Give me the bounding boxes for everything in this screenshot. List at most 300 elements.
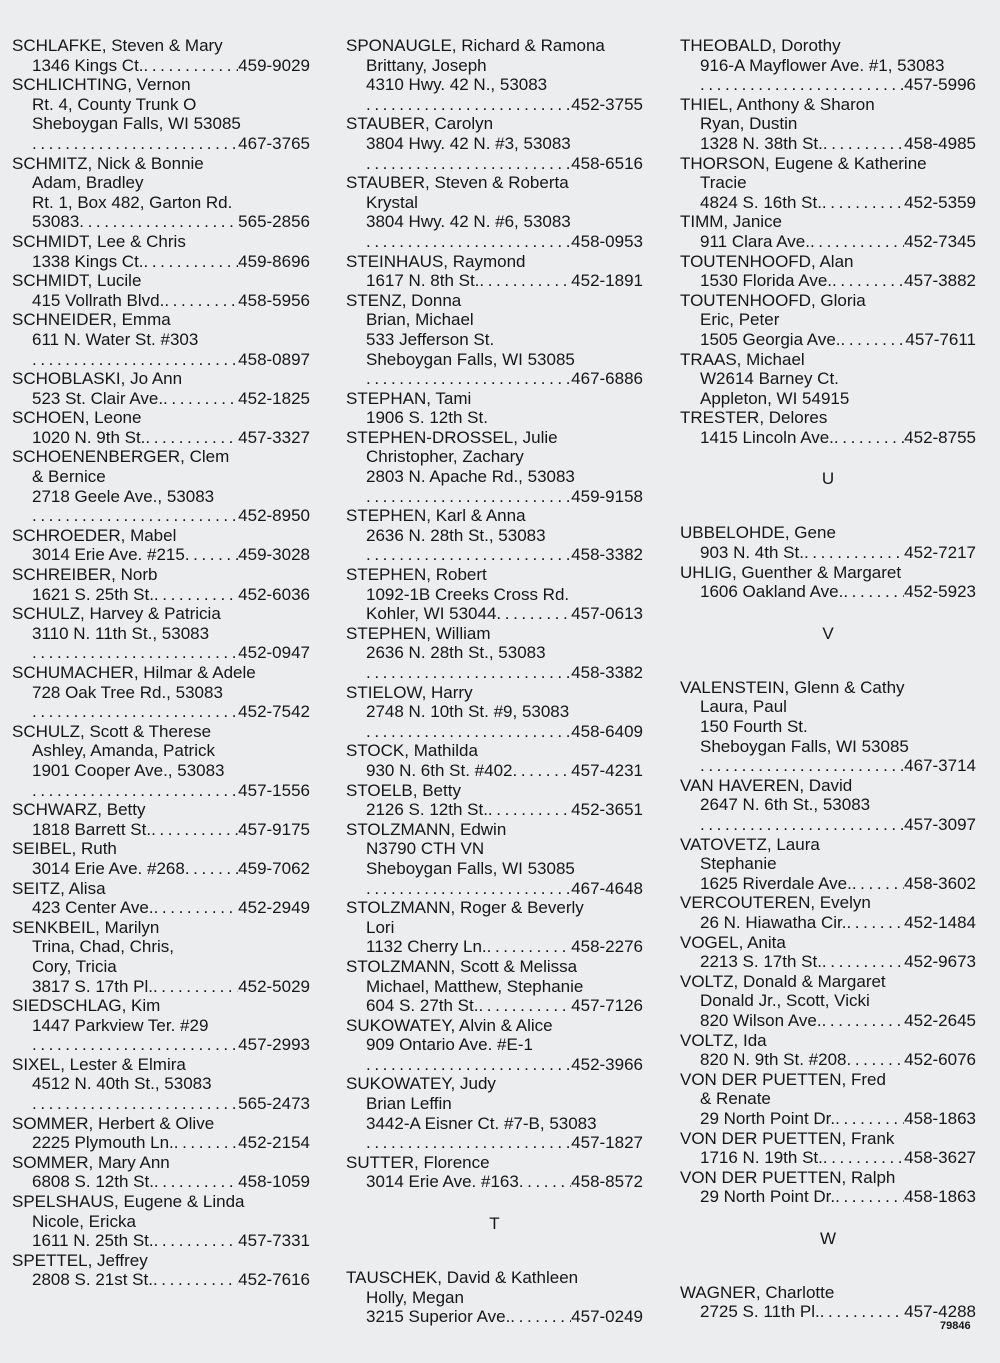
directory-entry bbox=[12, 879, 310, 918]
entry-name: TRESTER, Delores bbox=[680, 408, 828, 428]
directory-entry bbox=[680, 523, 976, 562]
entry-name: SPELSHAUS, Eugene & Linda bbox=[12, 1192, 245, 1212]
directory-entry bbox=[12, 154, 310, 232]
entry-phone-line bbox=[12, 252, 310, 272]
dot-leader bbox=[513, 761, 572, 781]
entry-phone: 459-7062 bbox=[238, 858, 310, 878]
dot-leader bbox=[366, 879, 571, 899]
entry-name: VOLTZ, Donald & Margaret bbox=[680, 971, 886, 991]
entry-name: SUKOWATEY, Judy bbox=[346, 1074, 496, 1094]
entry-name: STEPHEN, William bbox=[346, 623, 491, 643]
directory-entry bbox=[680, 678, 976, 776]
entry-address-line: 29 North Point Dr. bbox=[700, 1108, 836, 1128]
entry-phone-line bbox=[346, 722, 643, 742]
entry-phone: 457-3327 bbox=[238, 427, 310, 447]
directory-entry bbox=[680, 563, 976, 602]
entry-phone-line bbox=[680, 582, 976, 602]
dot-leader bbox=[366, 1133, 571, 1153]
entry-phone: 452-9673 bbox=[904, 952, 976, 972]
entry-phone: 458-3382 bbox=[571, 545, 643, 565]
entry-name: VOGEL, Anita bbox=[680, 932, 786, 952]
entry-phone: 458-6409 bbox=[571, 721, 643, 741]
entry-phone: 457-5996 bbox=[904, 75, 976, 95]
entry-phone-line bbox=[680, 913, 976, 933]
directory-entry bbox=[680, 776, 976, 835]
dot-leader bbox=[153, 977, 238, 997]
entry-phone: 457-2993 bbox=[238, 1035, 310, 1055]
dot-leader bbox=[32, 702, 238, 722]
entry-phone-line bbox=[12, 702, 310, 722]
directory-entry bbox=[346, 898, 643, 957]
entry-address-line: Eric, Peter bbox=[700, 310, 780, 330]
entry-name: VATOVETZ, Laura bbox=[680, 834, 820, 854]
entry-phone-line bbox=[680, 232, 976, 252]
dot-leader bbox=[163, 389, 238, 409]
entry-phone-line bbox=[346, 1172, 643, 1192]
entry-address-line: 1611 N. 25th St. bbox=[32, 1231, 154, 1251]
entry-phone-line bbox=[12, 898, 310, 918]
entry-name: SOMMER, Mary Ann bbox=[12, 1152, 170, 1172]
directory-entry bbox=[12, 996, 310, 1055]
entry-phone: 452-1825 bbox=[238, 388, 310, 408]
dot-leader bbox=[479, 271, 571, 291]
directory-entry bbox=[346, 957, 643, 1016]
entry-address-line: 4310 Hwy. 42 N., 53083 bbox=[366, 75, 548, 95]
entry-name: VON DER PUETTEN, Ralph bbox=[680, 1167, 896, 1187]
directory-entry bbox=[12, 722, 310, 800]
entry-phone: 458-8572 bbox=[571, 1172, 643, 1192]
entry-name: TOUTENHOOFD, Gloria bbox=[680, 290, 866, 310]
entry-address-line: 930 N. 6th St. #402 bbox=[366, 760, 513, 780]
dot-leader bbox=[366, 154, 571, 174]
dot-leader bbox=[154, 585, 238, 605]
entry-phone-line bbox=[346, 232, 643, 252]
entry-address-line: 1092-1B Creeks Cross Rd. bbox=[366, 584, 570, 604]
directory-entry bbox=[346, 428, 643, 506]
entry-phone: 457-7611 bbox=[905, 329, 976, 349]
entry-phone-line bbox=[680, 1148, 976, 1168]
entry-name: SCHLICHTING, Vernon bbox=[12, 75, 191, 95]
entry-name: TAUSCHEK, David & Kathleen bbox=[346, 1268, 579, 1288]
entry-address-line: 820 Wilson Ave. bbox=[700, 1010, 822, 1030]
entry-phone-line bbox=[12, 585, 310, 605]
section-letter-header bbox=[346, 1192, 643, 1268]
entry-phone: 452-1484 bbox=[904, 912, 976, 932]
dot-leader bbox=[841, 330, 906, 350]
entry-phone-line bbox=[346, 663, 643, 683]
directory-entry bbox=[680, 1168, 976, 1207]
entry-address-line: Trina, Chad, Chris, bbox=[32, 937, 175, 957]
entry-name: THEOBALD, Dorothy bbox=[680, 36, 841, 55]
directory-entry bbox=[680, 350, 976, 409]
entry-address-line: 728 Oak Tree Rd., 53083 bbox=[32, 682, 223, 702]
entry-phone-line bbox=[680, 1302, 976, 1322]
directory-column-2 bbox=[346, 36, 643, 1327]
entry-phone-line bbox=[346, 545, 643, 565]
entry-address-line: Laura, Paul bbox=[700, 697, 787, 717]
entry-address-line: 1716 N. 19th St. bbox=[700, 1148, 823, 1168]
entry-phone-line bbox=[680, 428, 976, 448]
directory-entry bbox=[346, 624, 643, 683]
entry-address-line: 1505 Georgia Ave. bbox=[700, 329, 841, 349]
directory-entry bbox=[680, 1283, 976, 1322]
directory-entry bbox=[680, 408, 976, 447]
entry-phone-line bbox=[680, 134, 976, 154]
entry-phone: 458-0897 bbox=[238, 349, 310, 369]
entry-phone: 458-3627 bbox=[904, 1148, 976, 1168]
directory-entry bbox=[346, 1016, 643, 1075]
entry-address-line: 2808 S. 21st St. bbox=[32, 1270, 153, 1290]
dot-leader bbox=[366, 232, 571, 252]
entry-phone-line bbox=[12, 56, 310, 76]
dot-leader bbox=[835, 1187, 904, 1207]
entry-phone-line bbox=[680, 815, 976, 835]
entry-address-line: 2225 Plymouth Ln. bbox=[32, 1133, 174, 1153]
entry-phone-line bbox=[346, 1133, 643, 1153]
entry-phone: 452-5029 bbox=[238, 976, 310, 996]
entry-phone: 458-1863 bbox=[904, 1187, 976, 1207]
entry-phone-line bbox=[680, 271, 976, 291]
entry-phone-line bbox=[680, 1187, 976, 1207]
dot-leader bbox=[496, 604, 571, 624]
dot-leader bbox=[32, 506, 238, 526]
entry-address-line: 1530 Florida Ave. bbox=[700, 271, 832, 291]
dot-leader bbox=[151, 820, 238, 840]
dot-leader bbox=[846, 913, 904, 933]
dot-leader bbox=[852, 874, 904, 894]
dot-leader bbox=[823, 134, 904, 154]
directory-entry bbox=[12, 1251, 310, 1290]
entry-address-line: Ashley, Amanda, Patrick bbox=[32, 741, 215, 761]
entry-name: STEPHEN, Robert bbox=[346, 565, 487, 585]
section-letter: V bbox=[822, 623, 834, 643]
directory-entry bbox=[12, 1114, 310, 1153]
dot-leader bbox=[153, 1270, 238, 1290]
directory-entry bbox=[680, 252, 976, 291]
entry-phone: 452-7616 bbox=[238, 1270, 310, 1290]
entry-address-line: Rt. 1, Box 482, Garton Rd. bbox=[32, 192, 233, 212]
entry-phone: 457-1556 bbox=[238, 780, 310, 800]
directory-entry bbox=[346, 1074, 643, 1152]
entry-phone-line bbox=[12, 428, 310, 448]
directory-entry bbox=[346, 820, 643, 898]
entry-address-line: 1415 Lincoln Ave. bbox=[700, 427, 834, 447]
entry-phone: 457-7331 bbox=[238, 1231, 310, 1251]
dot-leader bbox=[154, 898, 239, 918]
entry-phone-line bbox=[680, 543, 976, 563]
dot-leader bbox=[519, 1172, 571, 1192]
entry-name: SCHROEDER, Mabel bbox=[12, 525, 177, 545]
entry-name: STOLZMANN, Roger & Beverly bbox=[346, 898, 584, 918]
entry-address-line: 2718 Geele Ave., 53083 bbox=[32, 486, 215, 506]
entry-address-line: 903 N. 4th St. bbox=[700, 543, 804, 563]
entry-address-line: 916-A Mayflower Ave. #1, 53083 bbox=[700, 55, 945, 75]
entry-phone-line bbox=[346, 1055, 643, 1075]
dot-leader bbox=[32, 350, 238, 370]
directory-entry bbox=[680, 1070, 976, 1129]
entry-name: SCHMIDT, Lee & Chris bbox=[12, 231, 186, 251]
entry-address-line: 533 Jefferson St. bbox=[366, 329, 495, 349]
directory-entry bbox=[346, 1268, 643, 1327]
entry-address-line: 2126 S. 12th St. bbox=[366, 800, 488, 820]
section-letter: W bbox=[819, 1228, 837, 1248]
entry-phone-line bbox=[12, 545, 310, 565]
dot-leader bbox=[32, 1094, 238, 1114]
entry-address-line: 26 N. Hiawatha Cir. bbox=[700, 912, 847, 932]
entry-name: WAGNER, Charlotte bbox=[680, 1282, 835, 1302]
entry-phone-line bbox=[12, 1270, 310, 1290]
entry-phone-line bbox=[12, 859, 310, 879]
page-number: 79846 bbox=[940, 1320, 971, 1332]
entry-phone: 467-3765 bbox=[238, 133, 310, 153]
entry-address-line: 1901 Cooper Ave., 53083 bbox=[32, 760, 225, 780]
entry-address-line: & Bernice bbox=[32, 467, 106, 487]
entry-address-line: & Renate bbox=[700, 1089, 771, 1109]
entry-name: VOLTZ, Ida bbox=[680, 1030, 767, 1050]
directory-entry bbox=[12, 369, 310, 408]
entry-phone: 457-0613 bbox=[571, 604, 643, 624]
entry-address-line: 2725 S. 11th Pl. bbox=[700, 1302, 820, 1322]
directory-entry bbox=[680, 36, 976, 95]
directory-entry bbox=[680, 212, 976, 251]
directory-entry bbox=[12, 310, 310, 369]
entry-name: SENKBEIL, Marilyn bbox=[12, 917, 160, 937]
entry-phone-line bbox=[12, 1172, 310, 1192]
section-letter-header bbox=[680, 1207, 976, 1283]
entry-name: STEPHAN, Tami bbox=[346, 388, 472, 408]
entry-address-line: 523 St. Clair Ave. bbox=[32, 388, 164, 408]
entry-phone: 452-2154 bbox=[238, 1133, 310, 1153]
directory-entry bbox=[12, 271, 310, 310]
directory-entry bbox=[346, 781, 643, 820]
dot-leader bbox=[700, 75, 904, 95]
entry-name: UBBELOHDE, Gene bbox=[680, 523, 836, 543]
entry-phone-line bbox=[346, 487, 643, 507]
entry-name: SCHMITZ, Nick & Bonnie bbox=[12, 153, 204, 173]
entry-address-line: Sheboygan Falls, WI 53085 bbox=[366, 349, 575, 369]
entry-address-line: Brian, Michael bbox=[366, 310, 474, 330]
directory-entry bbox=[12, 232, 310, 271]
entry-phone-line bbox=[680, 1050, 976, 1070]
dot-leader bbox=[366, 1055, 571, 1075]
entry-address-line: Donald Jr., Scott, Vicki bbox=[700, 991, 870, 1011]
directory-entry bbox=[346, 173, 643, 251]
directory-column-1 bbox=[12, 36, 310, 1290]
entry-name: VON DER PUETTEN, Frank bbox=[680, 1128, 895, 1148]
entry-name: SUTTER, Florence bbox=[346, 1152, 490, 1172]
directory-column-3 bbox=[680, 36, 976, 1322]
dot-leader bbox=[144, 56, 239, 76]
entry-address-line: 4824 S. 16th St. bbox=[700, 192, 822, 212]
entry-phone: 452-2645 bbox=[904, 1010, 976, 1030]
entry-address-line: 1328 N. 38th St. bbox=[700, 133, 823, 153]
directory-entry bbox=[346, 506, 643, 565]
entry-phone-line bbox=[12, 350, 310, 370]
entry-phone: 467-6886 bbox=[571, 369, 643, 389]
section-letter-header bbox=[680, 447, 976, 523]
entry-phone-line bbox=[12, 212, 310, 232]
entry-address-line: Rt. 4, County Trunk O bbox=[32, 94, 197, 114]
entry-name: THORSON, Eugene & Katherine bbox=[680, 153, 927, 173]
directory-entry bbox=[680, 972, 976, 1031]
entry-phone-line bbox=[680, 330, 976, 350]
dot-leader bbox=[174, 1133, 238, 1153]
entry-phone-line bbox=[12, 820, 310, 840]
directory-entry bbox=[12, 918, 310, 996]
entry-address-line: 1906 S. 12th St. bbox=[366, 408, 488, 428]
entry-address-line: Kohler, WI 53044 bbox=[366, 604, 497, 624]
dot-leader bbox=[488, 800, 571, 820]
entry-phone: 457-3097 bbox=[904, 815, 976, 834]
dot-leader bbox=[823, 1148, 904, 1168]
entry-address-line: N3790 CTH VN bbox=[366, 839, 485, 859]
entry-phone: 457-0249 bbox=[571, 1307, 643, 1327]
dot-leader bbox=[700, 815, 904, 835]
entry-address-line: 2647 N. 6th St., 53083 bbox=[700, 795, 871, 815]
entry-address-line: 820 N. 9th St. #208 bbox=[700, 1050, 847, 1070]
entry-address-line: 2803 N. Apache Rd., 53083 bbox=[366, 467, 575, 487]
entry-phone: 457-9175 bbox=[238, 819, 310, 839]
entry-phone-line bbox=[12, 1094, 310, 1114]
entry-phone: 452-6076 bbox=[904, 1050, 976, 1070]
dot-leader bbox=[185, 859, 238, 879]
entry-address-line: 1447 Parkview Ter. #29 bbox=[32, 1015, 209, 1035]
entry-name: SIXEL, Lester & Elmira bbox=[12, 1054, 186, 1074]
entry-phone: 458-5956 bbox=[238, 290, 310, 310]
entry-name: SCHLAFKE, Steven & Mary bbox=[12, 36, 223, 55]
directory-entry bbox=[346, 291, 643, 389]
directory-entry bbox=[12, 447, 310, 525]
entry-address-line: Michael, Matthew, Stephanie bbox=[366, 976, 584, 996]
dot-leader bbox=[834, 428, 904, 448]
entry-name: TIMM, Janice bbox=[680, 212, 783, 232]
entry-phone-line bbox=[346, 937, 643, 957]
entry-address-line: Lori bbox=[366, 917, 395, 937]
directory-entry bbox=[680, 835, 976, 894]
entry-phone: 457-3882 bbox=[904, 271, 976, 291]
directory-entry bbox=[12, 565, 310, 604]
entry-phone: 452-8755 bbox=[904, 427, 976, 447]
entry-name: SOMMER, Herbert & Olive bbox=[12, 1113, 215, 1133]
entry-name: TOUTENHOOFD, Alan bbox=[680, 251, 854, 271]
entry-phone: 467-3714 bbox=[904, 756, 976, 776]
dot-leader bbox=[144, 252, 239, 272]
dot-leader bbox=[478, 996, 571, 1016]
entry-name: SPETTEL, Jeffrey bbox=[12, 1250, 148, 1270]
entry-phone-line bbox=[12, 1035, 310, 1055]
entry-phone-line bbox=[680, 756, 976, 776]
entry-name: SCHULZ, Scott & Therese bbox=[12, 721, 212, 741]
entry-phone-line bbox=[346, 800, 643, 820]
entry-name: STOLZMANN, Scott & Melissa bbox=[346, 956, 578, 976]
directory-entry bbox=[346, 252, 643, 291]
entry-address-line: 3110 N. 11th St., 53083 bbox=[32, 623, 210, 643]
entry-name: SCHOENENBERGER, Clem bbox=[12, 447, 230, 467]
dot-leader bbox=[700, 756, 904, 776]
entry-address-line: 6808 S. 12th St. bbox=[32, 1172, 154, 1192]
entry-phone: 452-5923 bbox=[904, 582, 976, 602]
dot-leader bbox=[820, 1302, 904, 1322]
dot-leader bbox=[366, 369, 571, 389]
entry-name: TRAAS, Michael bbox=[680, 349, 805, 369]
entry-address-line: Brian Leffin bbox=[366, 1094, 452, 1114]
entry-address-line: 150 Fourth St. bbox=[700, 717, 808, 737]
entry-phone: 452-3966 bbox=[571, 1054, 643, 1074]
entry-phone: 459-9158 bbox=[571, 486, 643, 506]
directory-entry bbox=[12, 800, 310, 839]
dot-leader bbox=[366, 663, 571, 683]
entry-phone: 458-6516 bbox=[571, 153, 643, 173]
entry-name: UHLIG, Guenther & Margaret bbox=[680, 562, 902, 582]
entry-name: SEIBEL, Ruth bbox=[12, 839, 117, 859]
entry-address-line: Tracie bbox=[700, 173, 747, 193]
entry-phone: 452-6036 bbox=[238, 584, 310, 604]
entry-name: SPONAUGLE, Richard & Ramona bbox=[346, 36, 605, 55]
entry-name: SCHREIBER, Norb bbox=[12, 565, 158, 585]
entry-address-line: 415 Vollrath Blvd. bbox=[32, 290, 165, 310]
dot-leader bbox=[32, 781, 238, 801]
entry-address-line: 3014 Erie Ave. #268 bbox=[32, 858, 185, 878]
entry-name: SCHOEN, Leone bbox=[12, 408, 142, 428]
entry-phone: 452-3755 bbox=[571, 94, 643, 114]
entry-phone: 452-1891 bbox=[571, 271, 643, 291]
entry-address-line: Sheboygan Falls, WI 53085 bbox=[32, 114, 241, 134]
entry-name: SUKOWATEY, Alvin & Alice bbox=[346, 1015, 553, 1035]
dot-leader bbox=[810, 232, 904, 252]
entry-address-line: 611 N. Water St. #303 bbox=[32, 329, 199, 349]
entry-address-line: 1818 Barrett St. bbox=[32, 819, 152, 839]
entry-phone-line bbox=[12, 389, 310, 409]
entry-phone: 452-7542 bbox=[238, 702, 310, 722]
entry-address-line: 2748 N. 10th St. #9, 53083 bbox=[366, 702, 570, 722]
dot-leader bbox=[32, 643, 238, 663]
entry-address-line: Ryan, Dustin bbox=[700, 114, 798, 134]
entry-phone-line bbox=[346, 154, 643, 174]
entry-phone: 459-3028 bbox=[238, 545, 310, 565]
entry-phone-line bbox=[12, 134, 310, 154]
directory-entry bbox=[680, 291, 976, 350]
entry-name: STOELB, Betty bbox=[346, 780, 461, 800]
entry-phone: 458-3602 bbox=[904, 873, 976, 893]
entry-phone-line bbox=[680, 1011, 976, 1031]
entry-address-line: 1020 N. 9th St. bbox=[32, 427, 146, 447]
entry-address-line: 3014 Erie Ave. #163 bbox=[366, 1172, 519, 1192]
dot-leader bbox=[366, 95, 571, 115]
entry-phone: 452-3651 bbox=[571, 800, 643, 820]
entry-address-line: 1606 Oakland Ave. bbox=[700, 582, 844, 602]
entry-address-line: 29 North Point Dr. bbox=[700, 1187, 836, 1207]
entry-name: VON DER PUETTEN, Fred bbox=[680, 1069, 886, 1089]
entry-address-line: 3215 Superior Ave. bbox=[366, 1307, 511, 1327]
directory-entry bbox=[346, 565, 643, 624]
dot-leader bbox=[832, 271, 904, 291]
directory-entry bbox=[680, 933, 976, 972]
dot-leader bbox=[843, 582, 904, 602]
entry-address-line: 1625 Riverdale Ave. bbox=[700, 873, 852, 893]
entry-address-line: Brittany, Joseph bbox=[366, 55, 487, 75]
dot-leader bbox=[822, 193, 904, 213]
entry-address-line: 909 Ontario Ave. #E-1 bbox=[366, 1035, 533, 1055]
dot-leader bbox=[366, 545, 571, 565]
entry-phone-line bbox=[12, 1133, 310, 1153]
entry-name: SCHNEIDER, Emma bbox=[12, 310, 171, 330]
entry-address-line: Nicole, Ericka bbox=[32, 1211, 136, 1231]
entry-phone-line bbox=[680, 874, 976, 894]
entry-name: STOCK, Mathilda bbox=[346, 741, 478, 761]
directory-entry bbox=[12, 663, 310, 722]
entry-address-line: 1621 S. 25th St. bbox=[32, 584, 154, 604]
dot-leader bbox=[366, 722, 571, 742]
